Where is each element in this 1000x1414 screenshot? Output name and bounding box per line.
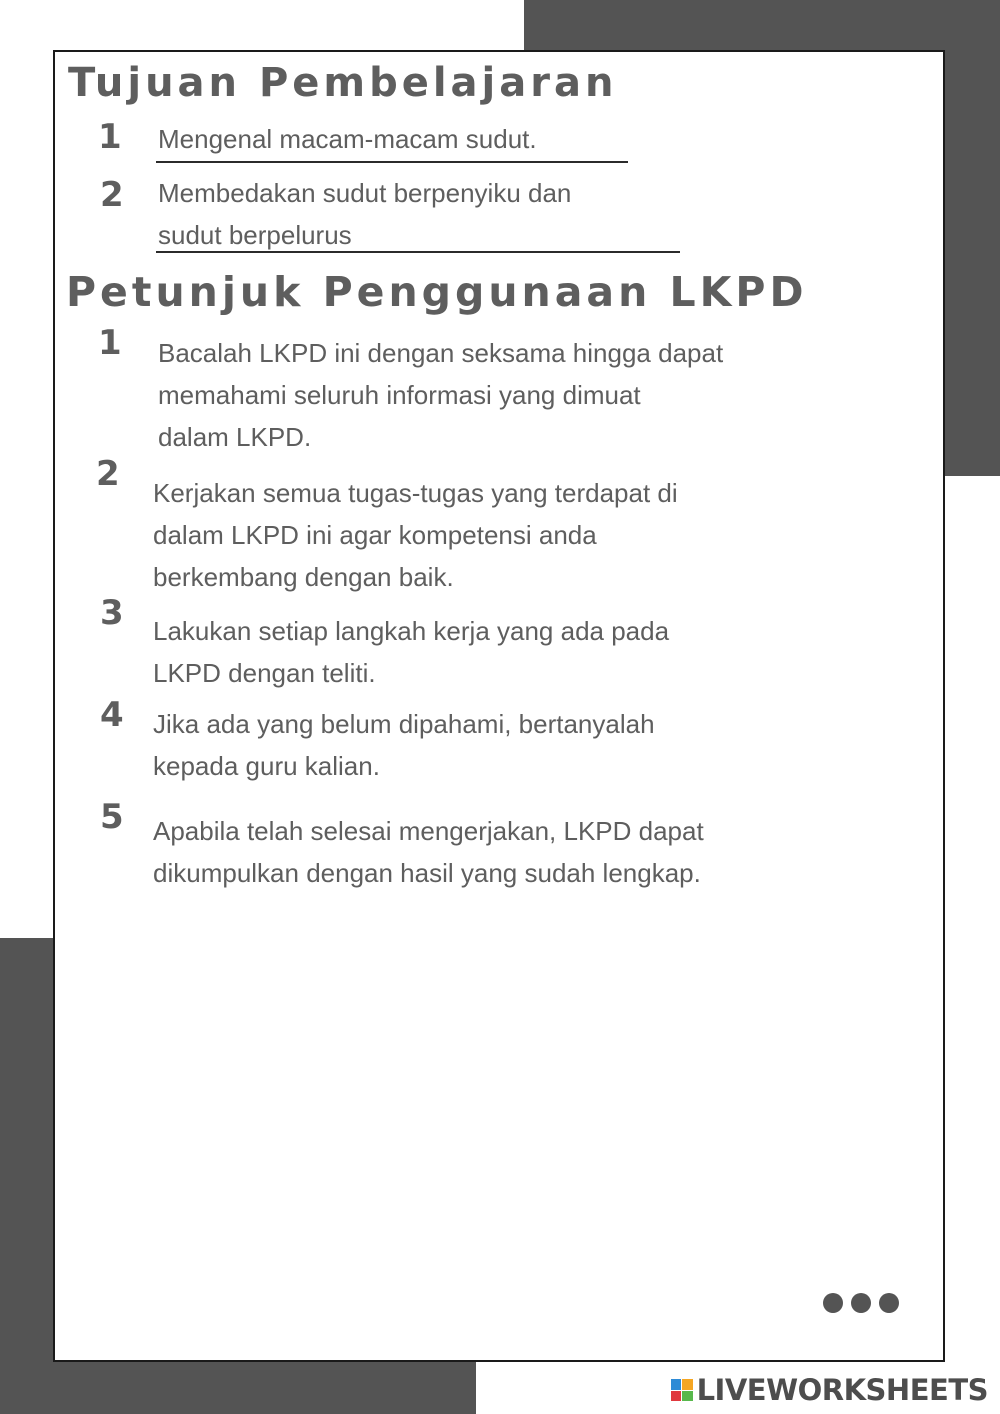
more-dots-icon (823, 1293, 843, 1313)
liveworksheets-watermark (671, 1370, 988, 1410)
answer-underline-1 (156, 161, 628, 163)
tujuan-item-2 (158, 172, 571, 256)
petunjuk-item-1-line-2: memahami seluruh informasi yang dimuat (158, 380, 641, 410)
petunjuk-item-4 (153, 703, 655, 787)
petunjuk-item-2-line-3: berkembang dengan baik. (153, 562, 454, 592)
logo-tile (671, 1379, 682, 1390)
petunjuk-item-1 (158, 332, 723, 458)
answer-underline-2 (156, 251, 680, 253)
tujuan-item-1 (158, 118, 537, 160)
liveworksheets-logo-icon (671, 1379, 693, 1401)
petunjuk-item-1-line-3: dalam LKPD. (158, 422, 312, 452)
heading-tujuan-pembelajaran: Tujuan Pembelajaran (68, 60, 618, 106)
tujuan-number-2: 2 (100, 175, 124, 215)
petunjuk-item-5-line-1: Apabila telah selesai mengerjakan, LKPD dapat (153, 816, 704, 846)
tujuan-number-1: 1 (98, 117, 122, 157)
petunjuk-item-1-line-1: Bacalah LKPD ini dengan seksama hingga dapat (158, 338, 724, 368)
petunjuk-item-3-line-1: Lakukan setiap langkah kerja yang ada pada (153, 616, 670, 646)
petunjuk-item-2 (153, 472, 678, 598)
petunjuk-item-5-line-2: dikumpulkan dengan hasil yang sudah lengkap. (153, 858, 701, 888)
petunjuk-item-2-line-1: Kerjakan semua tugas-tugas yang terdapat di (153, 478, 678, 508)
petunjuk-number-3: 3 (100, 593, 124, 633)
petunjuk-number-2: 2 (96, 454, 120, 494)
heading-petunjuk-penggunaan: Petunjuk Penggunaan LKPD (66, 268, 808, 316)
logo-tile (671, 1391, 682, 1402)
logo-tile (682, 1379, 693, 1390)
tujuan-item-2-line-1: Membedakan sudut berpenyiku dan (158, 178, 572, 208)
logo-tile (682, 1391, 693, 1402)
petunjuk-item-5 (153, 810, 704, 894)
more-dots-icon (879, 1293, 899, 1313)
watermark-text: LIVEWORKSHEETS (696, 1373, 988, 1407)
petunjuk-item-4-line-1: Jika ada yang belum dipahami, bertanyalah (153, 709, 655, 739)
tujuan-item-2-line-2: sudut berpelurus (158, 220, 352, 250)
petunjuk-number-5: 5 (100, 797, 124, 837)
tujuan-item-1-line-1: Mengenal macam-macam sudut. (158, 124, 537, 154)
petunjuk-item-4-line-2: kepada guru kalian. (153, 751, 380, 781)
more-dots-icon (851, 1293, 871, 1313)
petunjuk-number-4: 4 (100, 695, 124, 735)
petunjuk-item-2-line-2: dalam LKPD ini agar kompetensi anda (153, 520, 597, 550)
petunjuk-number-1: 1 (98, 323, 122, 363)
petunjuk-item-3 (153, 610, 669, 694)
petunjuk-item-3-line-2: LKPD dengan teliti. (153, 658, 376, 688)
